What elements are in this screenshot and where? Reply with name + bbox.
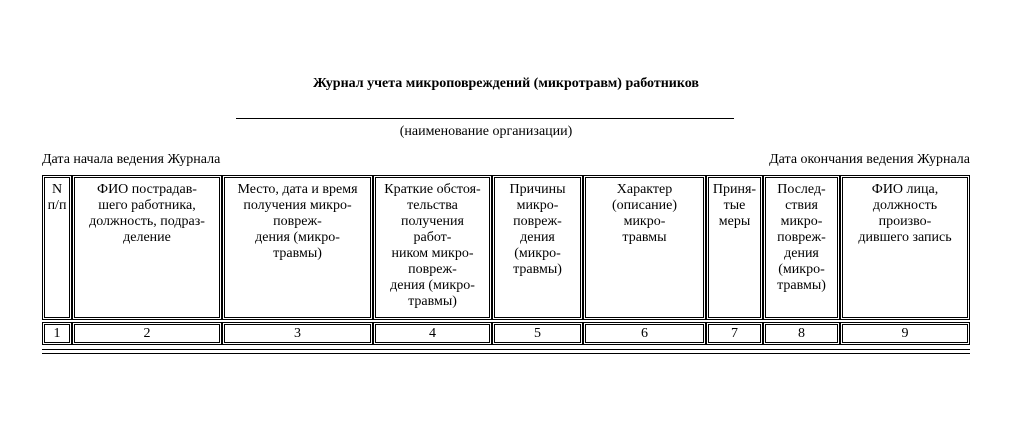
number-col-2: 2 — [72, 322, 222, 345]
header-col-1: N п/п — [42, 175, 72, 320]
header-col-4: Краткие обстоя- тельства получения работ- ником микро- повреж- дения (микро- травмы) — [373, 175, 492, 320]
number-col-5: 5 — [492, 322, 583, 345]
header-col-7: Приня- тые меры — [706, 175, 763, 320]
header-col-8: Послед- ствия микро- повреж- дения (микро- травмы) — [763, 175, 840, 320]
date-start-label: Дата начала ведения Журнала — [42, 152, 221, 167]
empty-row-rule-bottom — [42, 353, 970, 354]
number-col-1: 1 — [42, 322, 72, 345]
header-col-5: Причины микро- повреж- дения (микро- травмы) — [492, 175, 583, 320]
journal-title: Журнал учета микроповреждений (микротравм) работников — [313, 76, 699, 91]
number-col-7: 7 — [706, 322, 763, 345]
organization-caption: (наименование организации) — [399, 124, 573, 139]
header-col-3: Место, дата и время получения микро- повреж- дения (микро- травмы) — [222, 175, 373, 320]
header-col-9: ФИО лица, должность произво- дившего запись — [840, 175, 970, 320]
organization-name-line — [236, 118, 734, 119]
header-col-2: ФИО пострадав- шего работника, должность, подраз- деление — [72, 175, 222, 320]
number-col-4: 4 — [373, 322, 492, 345]
number-col-3: 3 — [222, 322, 373, 345]
number-col-6: 6 — [583, 322, 706, 345]
date-end-label: Дата окончания ведения Журнала — [769, 152, 970, 167]
empty-row-rule-top — [42, 349, 970, 350]
number-col-8: 8 — [763, 322, 840, 345]
number-col-9: 9 — [840, 322, 970, 345]
header-col-6: Характер (описание) микро- травмы — [583, 175, 706, 320]
